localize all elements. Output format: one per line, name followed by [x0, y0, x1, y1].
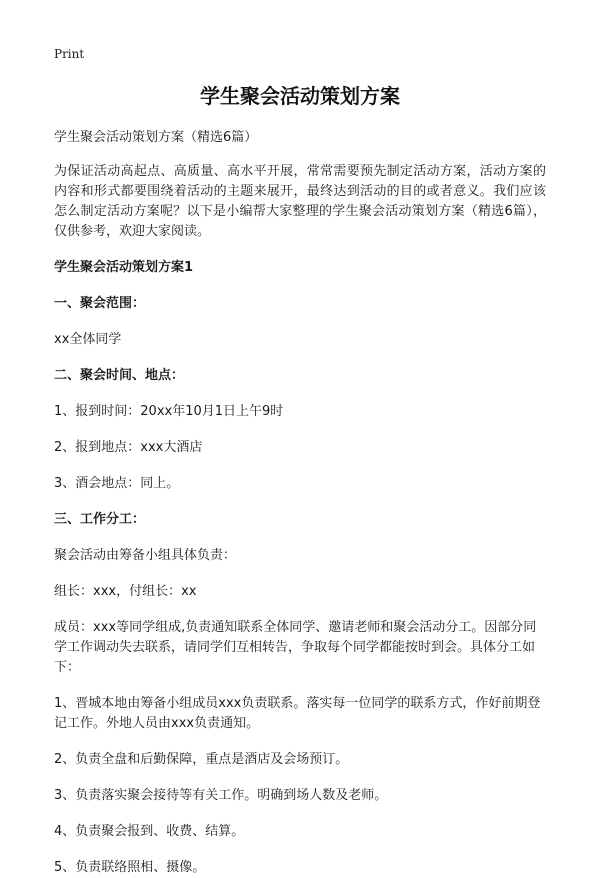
paragraph-checkin-place: 2、报到地点：xxx大酒店 — [54, 440, 203, 455]
print-link[interactable]: Print — [54, 47, 85, 61]
document-title: 学生聚会活动策划方案 — [200, 84, 400, 108]
paragraph-scope: xx全体同学 — [54, 332, 122, 347]
paragraph-task-4: 4、负责聚会报到、收费、结算。 — [54, 824, 245, 839]
paragraph-task-3: 3、负责落实聚会接待等有关工作。明确到场人数及老师。 — [54, 788, 388, 803]
document-body — [54, 258, 546, 878]
intro-paragraph: 为保证活动高起点、高质量、高水平开展，常常需要预先制定活动方案，活动方案的内容和形式都要围绕着活动的主题来展开，最终达到活动的目的或者意义。我们应该怎么制定活动方案呢？以下是小编帮大家整理的学生聚会活动策划方案（精选6篇），仅供参考，欢迎大家阅读。 — [54, 164, 546, 239]
paragraph-checkin-time: 1、报到时间：20xx年10月1日上午9时 — [54, 404, 284, 419]
paragraph-team-leaders: 组长：xxx，付组长：xx — [54, 584, 197, 599]
paragraph-members: 成员：xxx等同学组成,负责通知联系全体同学、邀请老师和聚会活动分工。因部分同学工作调动失去联系，请同学们互相转告，争取每个同学都能按时到会。具体分工如下： — [54, 620, 537, 675]
plan-heading: 学生聚会活动策划方案1 — [54, 260, 194, 275]
document-subtitle: 学生聚会活动策划方案（精选6篇） — [54, 130, 258, 145]
paragraph-organizer: 聚会活动由筹备小组具体负责： — [54, 548, 237, 563]
section-heading-scope: 一、聚会范围： — [54, 296, 146, 311]
paragraph-banquet-place: 3、酒会地点：同上。 — [54, 476, 180, 491]
paragraph-task-5: 5、负责联络照相、摄像。 — [54, 860, 206, 875]
paragraph-task-2: 2、负责全盘和后勤保障，重点是酒店及会场预订。 — [54, 752, 349, 767]
section-heading-division-of-work: 三、工作分工： — [54, 512, 146, 527]
section-heading-time-place: 二、聚会时间、地点： — [54, 368, 185, 383]
paragraph-task-1: 1、晋城本地由筹备小组成员xxx负责联系。落实每一位同学的联系方式，作好前期登记工作。外地人员由xxx负责通知。 — [54, 696, 541, 731]
